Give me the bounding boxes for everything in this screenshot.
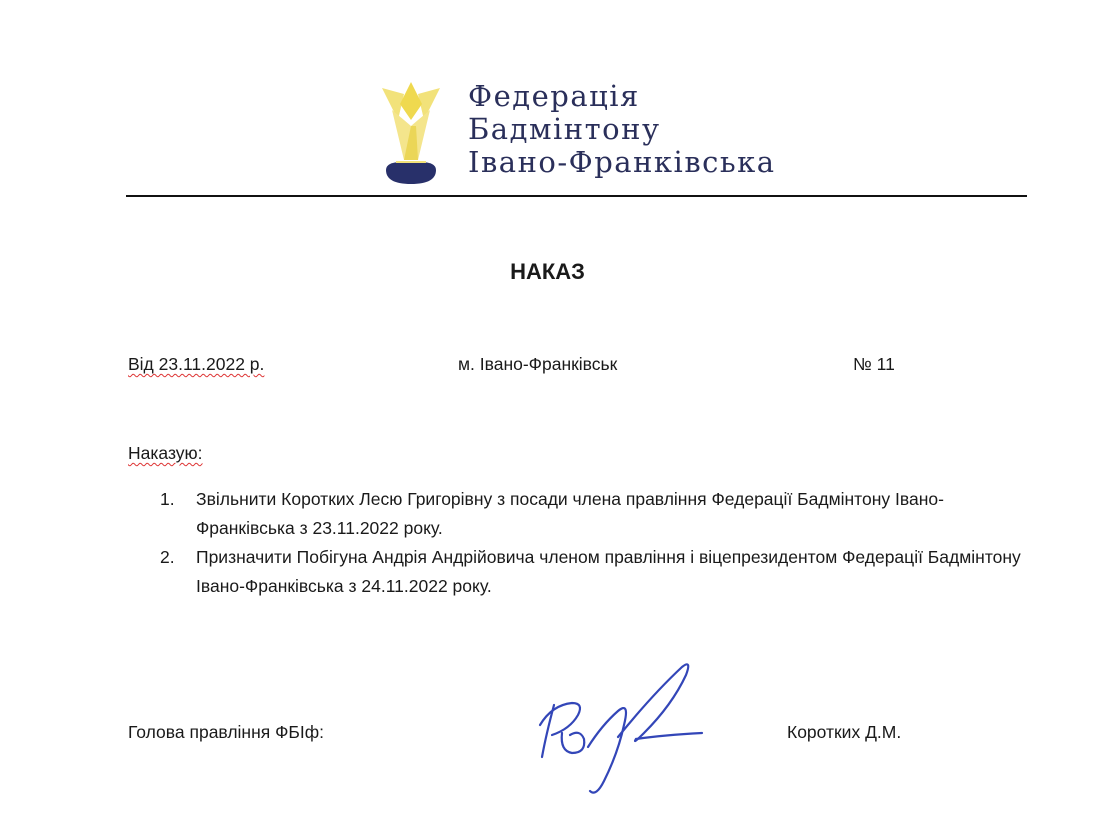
order-date: Від 23.11.2022 р. (128, 354, 265, 374)
signature-role: Голова правління ФБІф: (128, 722, 325, 742)
logo-line-3: Івано-Франківська (468, 145, 776, 179)
order-intro: Наказую: (128, 443, 203, 463)
logo-line-1: Федерація (468, 79, 640, 113)
order-number: № 11 (853, 354, 895, 374)
federation-logo (380, 80, 780, 185)
document-title: НАКАЗ (510, 259, 585, 284)
order-city: м. Івано-Франківськ (458, 354, 618, 374)
header-divider (126, 195, 1027, 197)
logo-text (468, 80, 776, 179)
item-text: Призначити Побігуна Андрія Андрійовича членом правління і віцепрезидентом Федерації Бадмінтону Івано-Франківська з 24.11.2022 року. (196, 547, 1021, 596)
order-item (160, 543, 1040, 601)
order-items (160, 485, 1040, 601)
item-number: 2. (160, 547, 175, 567)
order-item (160, 485, 1040, 543)
item-text: Звільнити Коротких Лесю Григорівну з посади члена правління Федерації Бадмінтону Івано-Франківська з 23.11.2022 року. (196, 489, 944, 538)
logo-line-2: Бадмінтону (468, 112, 661, 146)
handwritten-signature (532, 655, 712, 805)
signature-name: Коротких Д.М. (787, 722, 902, 742)
shuttlecock-icon (380, 80, 442, 184)
item-number: 1. (160, 489, 175, 509)
